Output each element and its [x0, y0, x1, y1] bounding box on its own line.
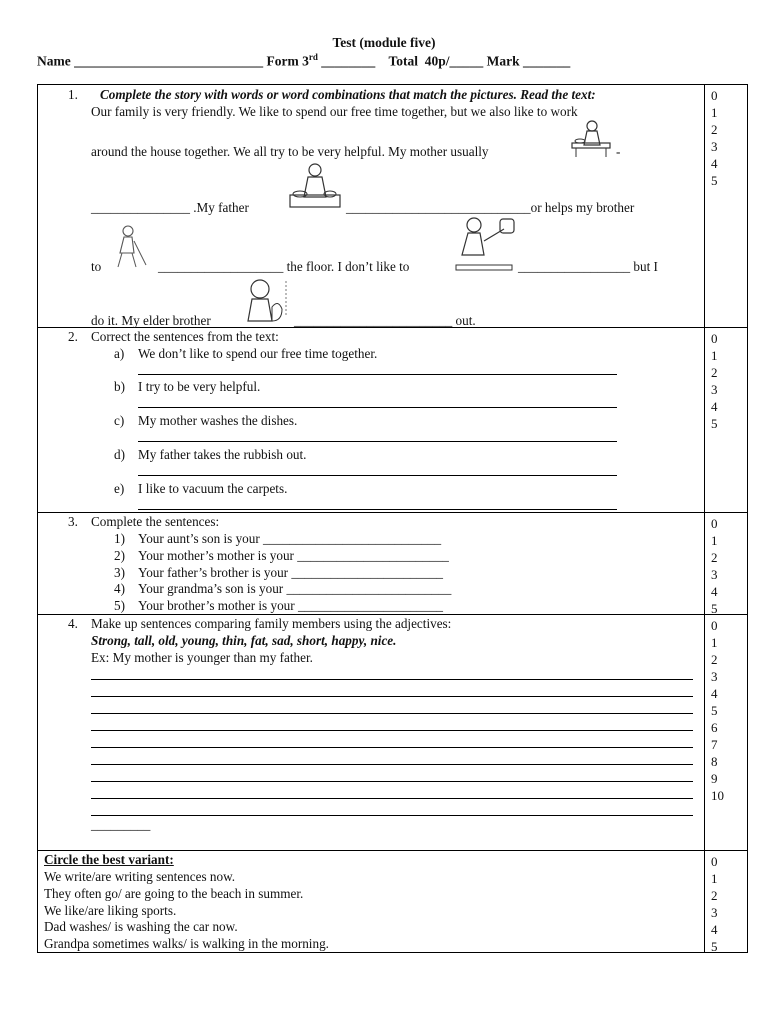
task3-cell	[38, 513, 705, 615]
task3-item-2-label: 2)	[114, 548, 125, 563]
answer-line	[138, 509, 617, 510]
answer-line	[91, 730, 693, 731]
task5-item-2: They often go/ are going to the beach in summer.	[44, 886, 304, 901]
task4-example: Ex: My mother is younger than my father.	[91, 650, 313, 665]
task1-instruction: Complete the story with words or word combinations that match the pictures. Read the text:	[100, 87, 596, 102]
task4-row	[38, 615, 748, 851]
vacuuming-picture	[454, 215, 520, 273]
task5-row	[38, 851, 748, 953]
taking-rubbish-out-picture	[242, 277, 294, 325]
answer-line	[91, 815, 693, 816]
task3-row	[38, 513, 748, 615]
task1-line3-part2: ____________________________or helps my brother	[346, 200, 635, 215]
task3-item-1-text: Your aunt’s son is your ___________________________	[138, 531, 442, 546]
task1-line4-part2: ___________________ the floor. I don’t like to	[158, 259, 410, 274]
task5-item-3: We like/are liking sports.	[44, 903, 177, 918]
answer-line	[91, 679, 693, 680]
task2-item-d-text: My father takes the rubbish out.	[138, 447, 307, 462]
task1-line5-part2: ________________________ out.	[294, 313, 476, 328]
total-mark-label: ________ Total 40p/_____ Mark _______	[317, 53, 571, 69]
task1-scores: 0 1 2 3 4 5	[711, 88, 718, 188]
task5-item-4: Dad washes/ is washing the car now.	[44, 919, 238, 934]
task3-item-5-text: Your brother’s mother is your ______________________	[138, 598, 444, 613]
task3-item-1-label: 1)	[114, 531, 125, 546]
page-title: Test (module five)	[332, 35, 436, 50]
answer-line	[91, 764, 693, 765]
task2-cell	[38, 328, 705, 513]
task2-item-c-text: My mother washes the dishes.	[138, 413, 298, 428]
task2-item-a-text: We don’t like to spend our free time together.	[138, 346, 378, 361]
task3-item-2-text: Your mother’s mother is your _______________________	[138, 548, 449, 563]
task1-line4-part3: _________________ but I	[518, 259, 658, 274]
task3-item-4-text: Your grandma’s son is your _________________________	[138, 581, 452, 596]
task4-last-line: _________	[91, 817, 151, 832]
task2-item-c-label: c)	[114, 413, 125, 428]
task1-line2: around the house together. We all try to be very helpful. My mother usually	[91, 144, 489, 159]
task5-title: Circle the best variant:	[44, 852, 174, 867]
test-table	[37, 84, 748, 953]
task5-cell	[38, 851, 705, 953]
task4-adjectives: Strong, tall, old, young, thin, fat, sad, short, happy, nice.	[91, 633, 397, 648]
task4-cell	[38, 615, 705, 851]
answer-line	[138, 441, 617, 442]
task3-item-4-label: 4)	[114, 581, 125, 596]
name-form-label: Name ____________________________ Form 3	[37, 53, 309, 69]
task2-item-b-text: I try to be very helpful.	[138, 379, 261, 394]
form-superscript: rd	[308, 52, 318, 62]
task4-instruction: Make up sentences comparing family members using the adjectives:	[91, 616, 452, 631]
cooking-picture	[288, 161, 342, 211]
task1-number: 1.	[68, 87, 78, 102]
task2-item-d-label: d)	[114, 447, 125, 462]
task3-number: 3.	[68, 514, 78, 529]
task3-item-3-text: Your father’s brother is your _______________________	[138, 565, 444, 580]
task3-item-3-label: 3)	[114, 565, 125, 580]
task5-item-1: We write/are writing sentences now.	[44, 869, 236, 884]
task2-instruction: Correct the sentences from the text:	[91, 329, 279, 344]
answer-line	[91, 798, 693, 799]
answer-line	[91, 696, 693, 697]
task3-scores: 0 1 2 3 4 5	[711, 516, 718, 616]
task2-score-cell	[705, 328, 748, 513]
task2-item-b-label: b)	[114, 379, 125, 394]
task4-scores: 0 1 2 3 4 5 6 7 8 9 10	[711, 618, 724, 803]
task2-item-e-label: e)	[114, 481, 125, 496]
sweeping-picture	[108, 223, 152, 271]
task5-score-cell	[705, 851, 748, 953]
task3-instruction: Complete the sentences:	[91, 514, 220, 529]
task1-line2-dash: -	[616, 144, 621, 159]
task4-number: 4.	[68, 616, 78, 631]
task1-line3-part1: _______________ .My father	[91, 200, 249, 215]
answer-line	[138, 374, 617, 375]
answer-line	[138, 475, 617, 476]
answer-line	[91, 713, 693, 714]
task1-line1: Our family is very friendly. We like to spend our free time together, but we also like to work	[91, 104, 578, 119]
task5-item-5: Grandpa sometimes walks/ is walking in the morning.	[44, 936, 329, 951]
answer-line	[91, 781, 693, 782]
task2-item-e-text: I like to vacuum the carpets.	[138, 481, 288, 496]
task1-score-cell	[705, 85, 748, 328]
task1-cell	[38, 85, 705, 328]
task3-item-5-label: 5)	[114, 598, 125, 613]
task1-row	[38, 85, 748, 328]
task5-scores: 0 1 2 3 4 5	[711, 854, 718, 954]
answer-line	[91, 747, 693, 748]
task2-item-a-label: a)	[114, 346, 125, 361]
task3-score-cell	[705, 513, 748, 615]
task2-number: 2.	[68, 329, 78, 344]
task2-scores: 0 1 2 3 4 5	[711, 331, 718, 431]
header-line	[37, 52, 570, 70]
answer-line	[138, 407, 617, 408]
task1-line4-part1: to	[91, 259, 102, 274]
task4-score-cell	[705, 615, 748, 851]
task2-row	[38, 328, 748, 513]
washing-dishes-picture	[570, 119, 612, 159]
task1-line5-part1: do it. My elder brother	[91, 313, 211, 328]
